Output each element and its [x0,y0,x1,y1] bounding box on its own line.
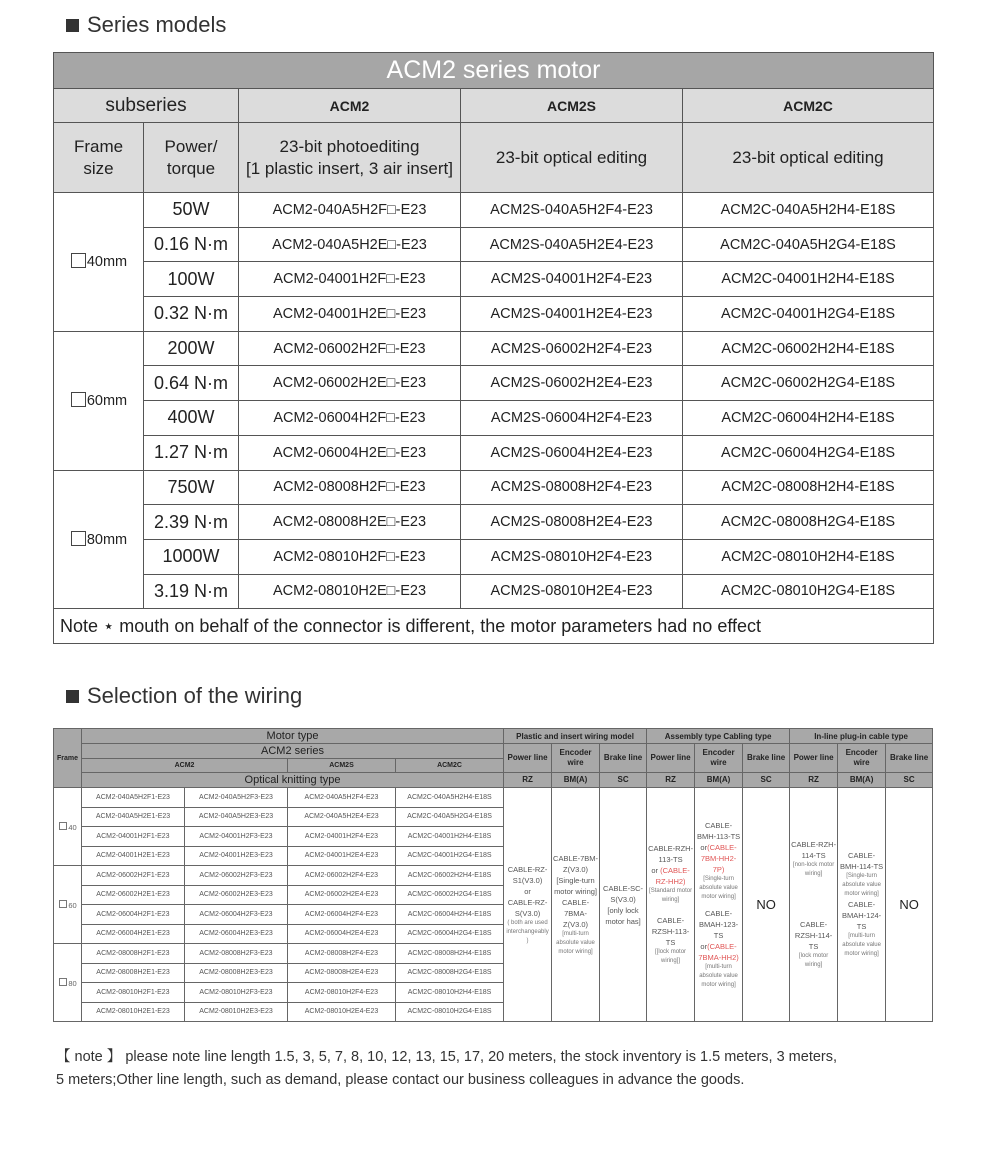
power-torque-cell: 0.64 N·m [144,366,239,401]
model-row [54,574,934,609]
frame-size-cell: 80mm [54,470,144,609]
model-acm2c-cell: ACM2C-08010H2G4-E18S [683,574,934,609]
col-brake-line: Brake line [886,744,933,773]
encoder-acm2c: 23-bit optical editing [683,123,934,193]
model-cell: ACM2C-06004H2H4-E18S [396,905,504,925]
model-row [54,297,934,332]
subseries-acm2c: ACM2C [683,89,934,123]
model-cell: ACM2-06004H2E1-E23 [82,924,185,944]
model-acm2s-cell: ACM2S-06004H2F4-E23 [461,401,683,436]
model-cell: ACM2C-04001H2H4-E18S [396,827,504,847]
model-row [54,470,934,505]
encoder-acm2: 23-bit photoediting [1 plastic insert, 3 air insert] [239,123,461,193]
model-cell: ACM2-08008H2E1-E23 [82,963,185,983]
model-cell: ACM2-06002H2F3-E23 [185,866,288,886]
col-encoder-wire: Encoder wire [695,744,743,773]
model-cell: ACM2C-08008H2H4-E18S [396,944,504,964]
plastic-brake-line-cell: CABLE-SC-S(V3.0) [only lock motor has] [600,788,647,1022]
model-cell: ACM2C-06002H2G4-E18S [396,885,504,905]
model-acm2c-cell: ACM2C-06002H2G4-E18S [683,366,934,401]
model-row [54,331,934,366]
power-torque-cell: 0.16 N·m [144,227,239,262]
model-row [54,227,934,262]
model-acm2s-cell: ACM2S-06002H2F4-E23 [461,331,683,366]
model-acm2s-cell: ACM2S-08008H2F4-E23 [461,470,683,505]
group-inline-header: In-line plug-in cable type [790,729,933,744]
model-cell: ACM2-06002H2E1-E23 [82,885,185,905]
table-title: ACM2 series motor [54,53,934,89]
model-acm2c-cell: ACM2C-040A5H2G4-E18S [683,227,934,262]
power-torque-cell: 50W [144,193,239,228]
model-cell: ACM2C-06002H2H4-E18S [396,866,504,886]
model-acm2s-cell: ACM2S-04001H2F4-E23 [461,262,683,297]
model-cell: ACM2-06002H2F1-E23 [82,866,185,886]
model-cell: ACM2-08008H2F1-E23 [82,944,185,964]
model-cell: ACM2-04001H2E3-E23 [185,846,288,866]
connector-note: Note ⋆ mouth on behalf of the connector is different, the motor parameters had no effect [54,609,934,644]
model-acm2c-cell: ACM2C-08010H2H4-E18S [683,539,934,574]
model-acm2s-cell: ACM2S-04001H2E4-E23 [461,297,683,332]
col-brake-line: Brake line [600,744,647,773]
code-sc: SC [743,773,790,788]
model-row [54,193,934,228]
frame-cell: 80 [54,944,82,1022]
code-sc: SC [886,773,933,788]
power-torque-cell: 1000W [144,539,239,574]
model-acm2-cell: ACM2-040A5H2E□-E23 [239,227,461,262]
model-cell: ACM2-040A5H2F4-E23 [288,788,396,808]
model-cell: ACM2-06004H2F1-E23 [82,905,185,925]
model-cell: ACM2-040A5H2E1-E23 [82,807,185,827]
model-cell: ACM2-06004H2E3-E23 [185,924,288,944]
series-header: ACM2 series [82,744,504,759]
power-torque-cell: 3.19 N·m [144,574,239,609]
square-bullet-icon [66,19,79,32]
model-cell: ACM2-06004H2F3-E23 [185,905,288,925]
model-acm2s-cell: ACM2S-040A5H2E4-E23 [461,227,683,262]
model-cell: ACM2-08010H2F4-E23 [288,983,396,1003]
col-power-line: Power line [647,744,695,773]
group-assembly-header: Assembly type Cabling type [647,729,790,744]
subseries-label: subseries [54,89,239,123]
code-rz: RZ [790,773,838,788]
col-encoder-wire: Encoder wire [552,744,600,773]
model-acm2c-cell: ACM2C-08008H2G4-E18S [683,505,934,540]
section-title-wiring: Selection of the wiring [66,683,302,709]
square-bullet-icon [66,690,79,703]
model-row [54,262,934,297]
model-cell: ACM2-08010H2E3-E23 [185,1002,288,1022]
power-torque-cell: 0.32 N·m [144,297,239,332]
model-acm2-cell: ACM2-06002H2F□-E23 [239,331,461,366]
power-torque-cell: 200W [144,331,239,366]
col-power-line: Power line [790,744,838,773]
square-frame-icon [71,253,86,268]
model-acm2s-cell: ACM2S-08010H2F4-E23 [461,539,683,574]
frame-size-cell: 40mm [54,193,144,332]
model-acm2-cell: ACM2-04001H2F□-E23 [239,262,461,297]
model-acm2c-cell: ACM2C-06004H2G4-E18S [683,435,934,470]
square-frame-icon [59,900,67,908]
model-acm2s-cell: ACM2S-06002H2E4-E23 [461,366,683,401]
model-acm2c-cell: ACM2C-08008H2H4-E18S [683,470,934,505]
model-acm2s-cell: ACM2S-040A5H2F4-E23 [461,193,683,228]
section-title-series-models: Series models [66,12,226,38]
model-cell: ACM2-06004H2F4-E23 [288,905,396,925]
model-cell: ACM2C-08010H2G4-E18S [396,1002,504,1022]
model-cell: ACM2C-08010H2H4-E18S [396,983,504,1003]
square-frame-icon [59,822,67,830]
code-rz: RZ [504,773,552,788]
model-cell: ACM2-08008H2E4-E23 [288,963,396,983]
model-row [54,539,934,574]
frame-header: Frame [54,729,82,788]
optical-type-header: Optical knitting type [82,773,504,788]
subseries-acm2s: ACM2S [461,89,683,123]
model-cell: ACM2-040A5H2E3-E23 [185,807,288,827]
model-row [54,366,934,401]
subseries-acm2: ACM2 [239,89,461,123]
model-cell: ACM2-08010H2E1-E23 [82,1002,185,1022]
wiring-selection-table [53,728,933,1022]
inline-power-line-cell: CABLE-RZH-114-TS [non-lock motor wiring] CABLE-RZSH-114-TS [lock motor wiring] [790,788,838,1022]
model-acm2c-cell: ACM2C-06002H2H4-E18S [683,331,934,366]
model-cell: ACM2-040A5H2F3-E23 [185,788,288,808]
assembly-brake-line-cell: NO [743,788,790,1022]
model-cell: ACM2-08008H2F3-E23 [185,944,288,964]
encoder-acm2s: 23-bit optical editing [461,123,683,193]
model-acm2c-cell: ACM2C-04001H2G4-E18S [683,297,934,332]
model-cell: ACM2-040A5H2E4-E23 [288,807,396,827]
sub-acm2c: ACM2C [396,759,504,773]
model-acm2s-cell: ACM2S-08008H2E4-E23 [461,505,683,540]
group-plastic-header: Plastic and insert wiring model [504,729,647,744]
model-cell: ACM2-04001H2E1-E23 [82,846,185,866]
power-torque-cell: 2.39 N·m [144,505,239,540]
model-cell: ACM2-08008H2E3-E23 [185,963,288,983]
col-encoder-wire: Encoder wire [838,744,886,773]
model-cell: ACM2C-08008H2G4-E18S [396,963,504,983]
assembly-encoder-wire-cell: CABLE-BMH-113-TS or(CABLE-7BM-HH2-7P) [Single-turn absolute value motor wiring] CABLE-BMAH-123-TS or(CABLE-7BMA-HH2) [multi-turn absolute value motor wiring] [695,788,743,1022]
square-frame-icon [71,531,86,546]
model-acm2-cell: ACM2-08010H2F□-E23 [239,539,461,574]
model-row [54,505,934,540]
square-frame-icon [59,978,67,986]
model-acm2s-cell: ACM2S-08010H2E4-E23 [461,574,683,609]
model-acm2-cell: ACM2-06004H2F□-E23 [239,401,461,436]
sub-acm2: ACM2 [82,759,288,773]
model-cell: ACM2-04001H2F1-E23 [82,827,185,847]
model-acm2c-cell: ACM2C-04001H2H4-E18S [683,262,934,297]
model-cell: ACM2-08010H2F3-E23 [185,983,288,1003]
model-row [54,435,934,470]
assembly-power-line-cell: CABLE-RZH-113-TS or (CABLE-RZ-HH2) [Standard motor wiring] CABLE-RZSH-113-TS [[lock motor wiring]] [647,788,695,1022]
square-frame-icon [71,392,86,407]
power-torque-header: Power/ torque [144,123,239,193]
model-acm2-cell: ACM2-08008H2E□-E23 [239,505,461,540]
model-cell: ACM2-040A5H2F1-E23 [82,788,185,808]
series-models-table [53,52,934,644]
code-bma: BM(A) [695,773,743,788]
power-torque-cell: 750W [144,470,239,505]
col-brake-line: Brake line [743,744,790,773]
model-cell: ACM2C-04001H2G4-E18S [396,846,504,866]
footer-note: 【 note 】 please note line length 1.5, 3, 5, 7, 8, 10, 12, 13, 15, 17, 20 meters, the stock inventory is 1.5 meters, 3 meters, 5 meters;Other line length, such as demand, please contact our business colleagues in advance the goods. [56,1049,838,1088]
model-acm2c-cell: ACM2C-06004H2H4-E18S [683,401,934,436]
model-cell: ACM2-08010H2F1-E23 [82,983,185,1003]
plastic-encoder-wire-cell: CABLE-7BM-Z(V3.0) [Single-turn motor wiring] CABLE-7BMA-Z(V3.0) [multi-turn absolute value motor wiring] [552,788,600,1022]
code-rz: RZ [647,773,695,788]
model-cell: ACM2-06002H2E4-E23 [288,885,396,905]
model-cell: ACM2-08010H2E4-E23 [288,1002,396,1022]
wiring-row [54,788,933,808]
model-acm2-cell: ACM2-040A5H2F□-E23 [239,193,461,228]
code-bma: BM(A) [552,773,600,788]
frame-cell: 40 [54,788,82,866]
plastic-power-line-cell: CABLE-RZ-S1(V3.0) or CABLE-RZ-S(V3.0) ( both are used interchangeably ) [504,788,552,1022]
power-torque-cell: 1.27 N·m [144,435,239,470]
power-torque-cell: 400W [144,401,239,436]
inline-brake-line-cell: NO [886,788,933,1022]
model-cell: ACM2-08008H2F4-E23 [288,944,396,964]
model-cell: ACM2-06004H2E4-E23 [288,924,396,944]
model-acm2-cell: ACM2-08008H2F□-E23 [239,470,461,505]
model-acm2c-cell: ACM2C-040A5H2H4-E18S [683,193,934,228]
code-sc: SC [600,773,647,788]
note-label: 【 note 】 [56,1049,122,1065]
model-cell: ACM2-06002H2F4-E23 [288,866,396,886]
motor-type-header: Motor type [82,729,504,744]
inline-encoder-wire-cell: CABLE-BMH-114-TS [Single-turn absolute value motor wiring] CABLE-BMAH-124-TS [multi-turn absolute value motor wiring] [838,788,886,1022]
model-acm2-cell: ACM2-06004H2E□-E23 [239,435,461,470]
model-cell: ACM2-04001H2F4-E23 [288,827,396,847]
col-power-line: Power line [504,744,552,773]
model-cell: ACM2-04001H2E4-E23 [288,846,396,866]
model-acm2-cell: ACM2-08010H2E□-E23 [239,574,461,609]
model-cell: ACM2-04001H2F3-E23 [185,827,288,847]
frame-cell: 60 [54,866,82,944]
model-acm2s-cell: ACM2S-06004H2E4-E23 [461,435,683,470]
model-cell: ACM2C-040A5H2G4-E18S [396,807,504,827]
model-row [54,401,934,436]
model-acm2-cell: ACM2-06002H2E□-E23 [239,366,461,401]
frame-size-cell: 60mm [54,331,144,470]
sub-acm2s: ACM2S [288,759,396,773]
model-cell: ACM2C-06004H2G4-E18S [396,924,504,944]
model-cell: ACM2-06002H2E3-E23 [185,885,288,905]
model-acm2-cell: ACM2-04001H2E□-E23 [239,297,461,332]
frame-size-header: Frame size [54,123,144,193]
power-torque-cell: 100W [144,262,239,297]
model-cell: ACM2C-040A5H2H4-E18S [396,788,504,808]
code-bma: BM(A) [838,773,886,788]
